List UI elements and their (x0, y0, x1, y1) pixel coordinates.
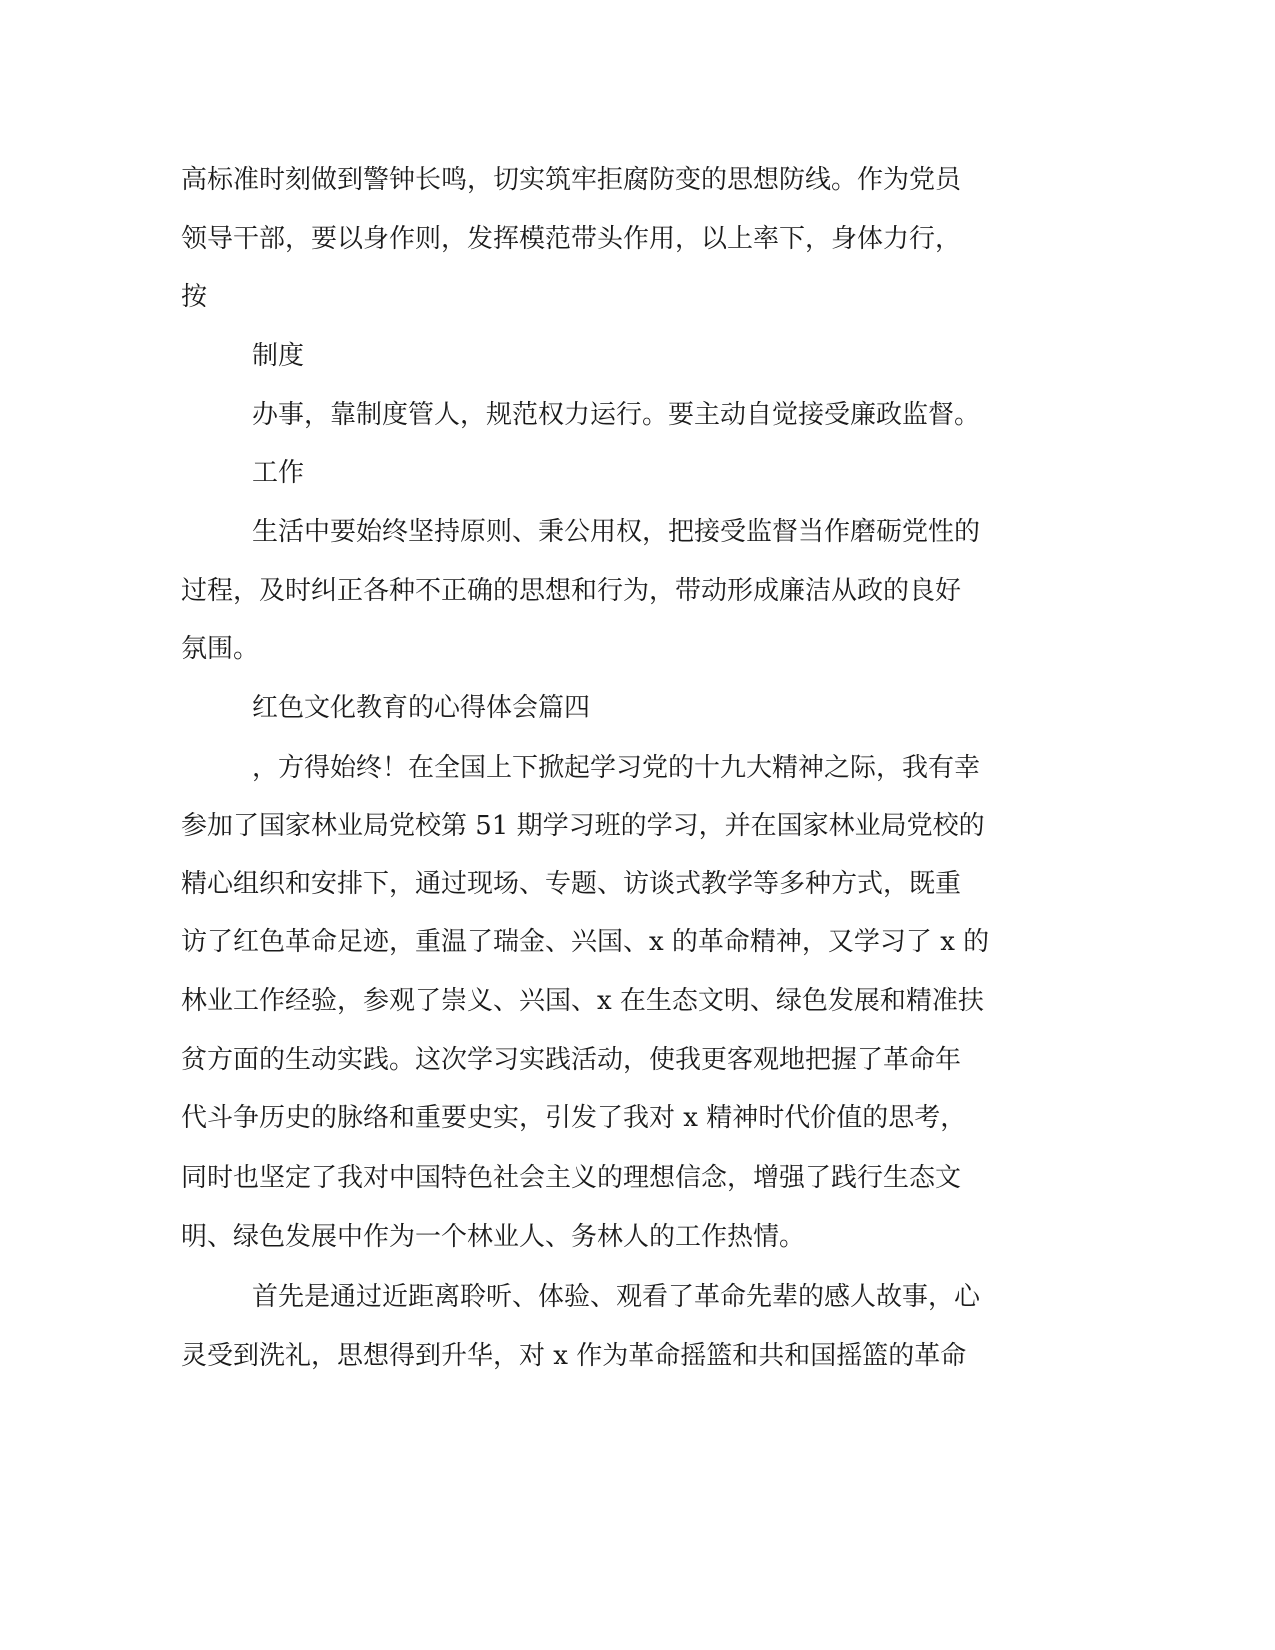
text-line-2: 领导干部，要以身作则，发挥模范带头作用，以上率下，身体力行， (181, 224, 962, 254)
text-line-11: ，方得始终！在全国上下掀起学习党的十九大精神之际，我有幸 (252, 753, 981, 783)
text-line-3: 按 (181, 282, 208, 312)
text-line-20: 首先是通过近距离聆听、体验、观看了革命先辈的感人故事，心 (252, 1282, 981, 1312)
text-line-9: 氛围。 (181, 634, 260, 664)
text-line-14: 访了红色革命足迹，重温了瑞金、兴国、x 的革命精神，又学习了 x 的 (181, 927, 990, 957)
section-heading: 红色文化教育的心得体会篇四 (252, 693, 591, 723)
text-line-6: 工作 (252, 458, 305, 488)
text-line-21: 灵受到洗礼，思想得到升华，对 x 作为革命摇篮和共和国摇篮的革命 (181, 1341, 967, 1371)
text-line-19: 明、绿色发展中作为一个林业人、务林人的工作热情。 (181, 1222, 806, 1252)
text-line-12: 参加了国家林业局党校第 51 期学习班的学习，并在国家林业局党校的 (181, 811, 985, 841)
text-line-5: 办事，靠制度管人，规范权力运行。要主动自觉接受廉政监督。 (252, 400, 981, 430)
text-line-17: 代斗争历史的脉络和重要史实，引发了我对 x 精神时代价值的思考， (181, 1103, 967, 1133)
text-line-16: 贫方面的生动实践。这次学习实践活动，使我更客观地把握了革命年 (181, 1045, 962, 1075)
text-line-4: 制度 (252, 341, 305, 371)
text-line-13: 精心组织和安排下，通过现场、专题、访谈式教学等多种方式，既重 (181, 869, 962, 899)
text-line-8: 过程，及时纠正各种不正确的思想和行为，带动形成廉洁从政的良好 (181, 576, 962, 606)
text-line-7: 生活中要始终坚持原则、秉公用权，把接受监督当作磨砺党性的 (252, 517, 981, 547)
text-line-15: 林业工作经验，参观了崇义、兴国、x 在生态文明、绿色发展和精准扶 (181, 986, 984, 1016)
text-line-18: 同时也坚定了我对中国特色社会主义的理想信念，增强了践行生态文 (181, 1163, 962, 1193)
text-line-1: 高标准时刻做到警钟长鸣，切实筑牢拒腐防变的思想防线。作为党员 (181, 165, 962, 195)
